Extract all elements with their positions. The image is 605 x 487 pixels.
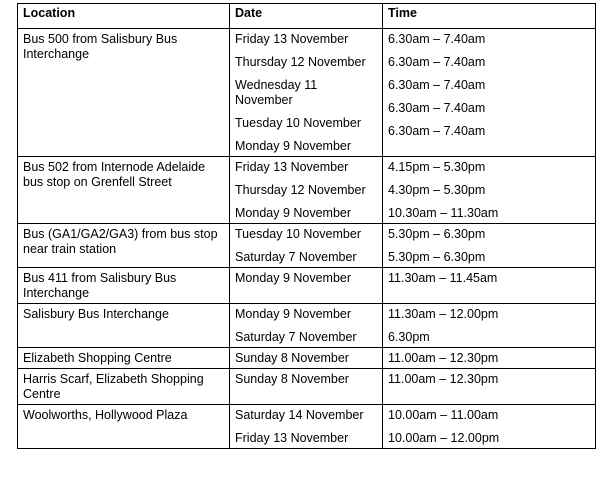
date-text: Saturday 7 November — [235, 250, 357, 264]
location-cell — [18, 224, 230, 268]
table-row — [18, 405, 596, 449]
date-cell — [230, 369, 383, 405]
location-cell — [18, 268, 230, 304]
time-text: 11.30am – 12.00pm — [388, 307, 499, 321]
header-time: Time — [383, 4, 596, 29]
location-text: Woolworths, Hollywood Plaza — [23, 408, 188, 422]
header-row — [18, 4, 596, 29]
table-row — [18, 304, 596, 348]
date-text: Monday 9 November — [235, 139, 352, 153]
time-cell — [383, 157, 596, 224]
table-row — [18, 369, 596, 405]
time-cell — [383, 369, 596, 405]
location-cell — [18, 369, 230, 405]
date-text: Saturday 14 November — [235, 408, 364, 422]
header-date: Date — [230, 4, 383, 29]
location-cell — [18, 348, 230, 369]
location-text: Salisbury Bus Interchange — [23, 307, 169, 321]
time-text: 11.00am – 12.30pm — [388, 372, 499, 386]
time-text: 4.15pm – 5.30pm — [388, 160, 486, 174]
time-cell — [383, 29, 596, 157]
time-text: 6.30am – 7.40am — [388, 55, 486, 69]
date-cell — [230, 29, 383, 157]
time-cell — [383, 304, 596, 348]
location-text: Harris Scarf, Elizabeth Shopping Centre — [23, 372, 204, 401]
date-text: Monday 9 November — [235, 307, 352, 321]
date-text: Thursday 12 November — [235, 183, 366, 197]
date-text: Tuesday 10 November — [235, 116, 361, 130]
table-body — [18, 29, 596, 449]
date-cell — [230, 405, 383, 449]
location-text: Bus 411 from Salisbury Bus Interchange — [23, 271, 177, 300]
date-text: Friday 13 November — [235, 431, 349, 445]
date-text: Monday 9 November — [235, 271, 352, 285]
date-text: Sunday 8 November — [235, 372, 349, 386]
location-text: Bus 500 from Salisbury Bus Interchange — [23, 32, 178, 61]
table-row — [18, 348, 596, 369]
date-text: Friday 13 November — [235, 160, 349, 174]
date-cell — [230, 304, 383, 348]
time-text: 10.00am – 12.00pm — [388, 431, 500, 445]
date-text: Wednesday 11 November — [235, 78, 318, 107]
time-text: 6.30pm — [388, 330, 430, 344]
time-text: 5.30pm – 6.30pm — [388, 250, 486, 264]
table-row — [18, 268, 596, 304]
time-text: 6.30am – 7.40am — [388, 32, 486, 46]
time-text: 11.00am – 12.30pm — [388, 351, 499, 365]
table-row — [18, 224, 596, 268]
date-cell — [230, 224, 383, 268]
time-cell — [383, 268, 596, 304]
time-text: 11.30am – 11.45am — [388, 271, 498, 285]
date-cell — [230, 157, 383, 224]
location-cell — [18, 405, 230, 449]
time-text: 10.30am – 11.30am — [388, 206, 499, 220]
date-text: Thursday 12 November — [235, 55, 366, 69]
date-text: Tuesday 10 November — [235, 227, 361, 241]
header-location: Location — [18, 4, 230, 29]
time-text: 6.30am – 7.40am — [388, 101, 486, 115]
time-text: 4.30pm – 5.30pm — [388, 183, 486, 197]
date-text: Sunday 8 November — [235, 351, 349, 365]
date-cell — [230, 348, 383, 369]
date-text: Friday 13 November — [235, 32, 349, 46]
time-text: 6.30am – 7.40am — [388, 78, 486, 92]
time-text: 6.30am – 7.40am — [388, 124, 486, 138]
time-cell — [383, 405, 596, 449]
table-row — [18, 157, 596, 224]
location-text: Bus 502 from Internode Adelaide bus stop on Grenfell Street — [23, 160, 206, 189]
location-cell — [18, 304, 230, 348]
schedule-table — [17, 3, 596, 449]
location-text: Elizabeth Shopping Centre — [23, 351, 172, 365]
location-cell — [18, 157, 230, 224]
location-text: Bus (GA1/GA2/GA3) from bus stop near train station — [23, 227, 218, 256]
table-row — [18, 29, 596, 157]
time-text: 10.00am – 11.00am — [388, 408, 499, 422]
date-cell — [230, 268, 383, 304]
date-text: Monday 9 November — [235, 206, 352, 220]
date-text: Saturday 7 November — [235, 330, 357, 344]
time-cell — [383, 224, 596, 268]
time-text: 5.30pm – 6.30pm — [388, 227, 486, 241]
time-cell — [383, 348, 596, 369]
location-cell — [18, 29, 230, 157]
